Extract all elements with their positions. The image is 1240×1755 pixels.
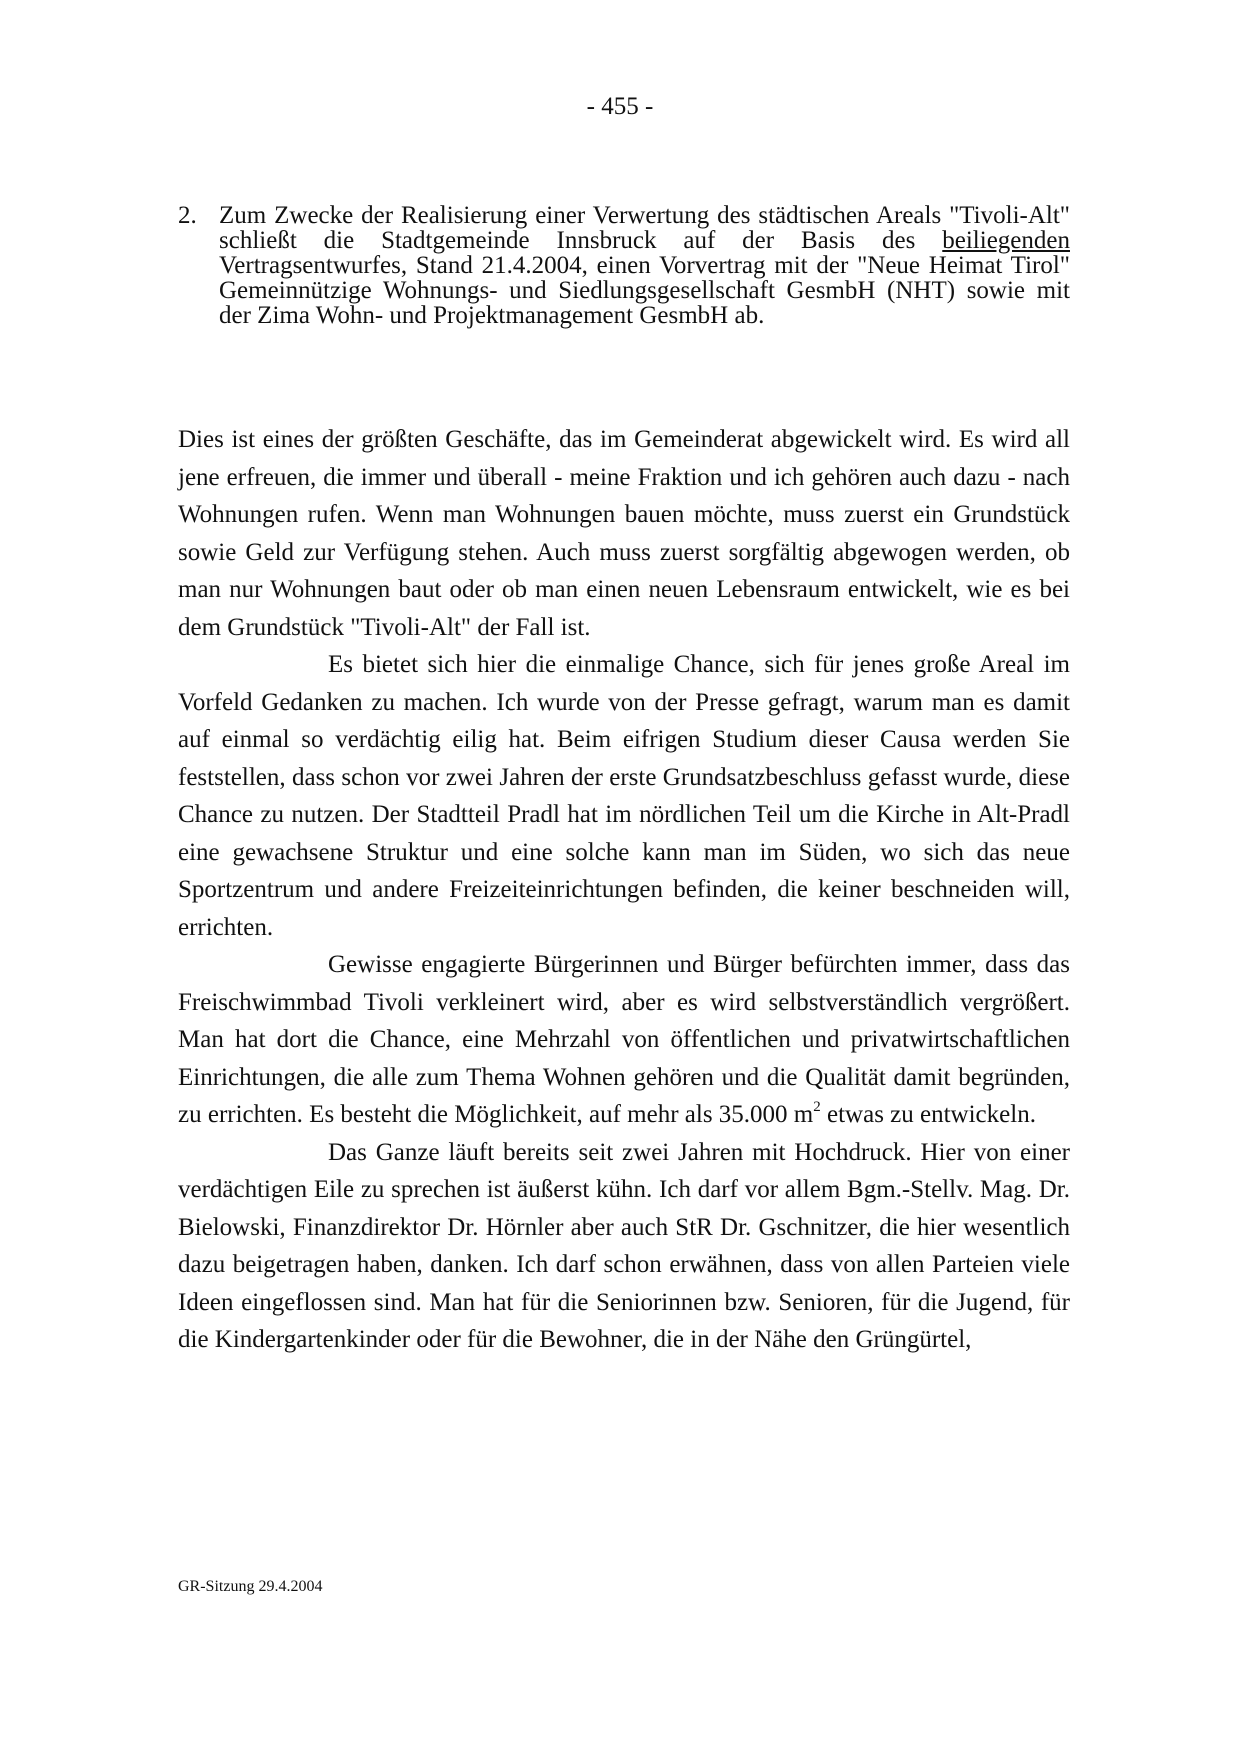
item-text-start: Zum Zwecke der Realisierung einer Verwertung des städtischen Areals "Tivoli-Alt" schließt die Stadtgemeinde Innsbruck auf der Basis des <box>219 202 1070 254</box>
paragraph-1: Dies ist eines der größten Geschäfte, das im Gemeinderat abgewickelt wird. Es wird all jene erfreuen, die immer und überall - meine Fraktion und ich gehören auch dazu - nach Wohnungen rufen. Wenn man Wohnungen bauen möchte, muss zuerst ein Grundstück sowie Geld zur Verfügung stehen. Auch muss zuerst sorgfältig abgewogen werden, ob man nur Wohnungen baut oder ob man einen neuen Lebensraum entwickelt, wie es bei dem Grundstück "Tivoli-Alt" der Fall ist. <box>178 426 1070 641</box>
item-text <box>219 203 1070 328</box>
superscript-square: 2 <box>813 1098 821 1115</box>
item-text-end: Vertragsentwurfes, Stand 21.4.2004, einen Vorvertrag mit der "Neue Heimat Tirol" Gemeinnützige Wohnungs- und Siedlungsgesellschaft GesmbH (NHT) sowie mit der Zima Wohn- und Projektmanagement GesmbH ab. <box>219 252 1070 329</box>
resolution-item <box>178 203 1070 328</box>
item-underlined-word: beiliegenden <box>942 227 1070 254</box>
paragraph-3-text: Gewisse engagierte Bürgerinnen und Bürger befürchten immer, dass das Freischwimmbad Tivoli verkleinert wird, aber es wird selbstverständlich vergrößert. Man hat dort die Chance, eine Mehrzahl von öffentlichen und privatwirtschaftlichen Einrichtungen, die alle zum Thema Wohnen gehören und die Qualität damit begründen, zu errichten. Es besteht die Möglichkeit, auf mehr als 35.000 m <box>178 951 1070 1128</box>
paragraph-3-end: etwas zu entwickeln. <box>820 1101 1036 1128</box>
page-number: - 455 - <box>586 93 654 120</box>
item-number: 2. <box>178 202 197 229</box>
paragraph-2: Es bietet sich hier die einmalige Chance, sich für jenes große Areal im Vorfeld Gedanken zu machen. Ich wurde von der Presse gefragt, warum man es damit auf einmal so verdächtig eilig hat. Beim eifrigen Studium dieser Causa werden Sie feststellen, dass schon vor zwei Jahren der erste Grundsatzbeschluss gefasst wurde, diese Chance zu nutzen. Der Stadtteil Pradl hat im nördlichen Teil um die Kirche in Alt-Pradl eine gewachsene Struktur und eine solche kann man im Süden, wo sich das neue Sportzentrum und andere Freizeiteinrichtungen befinden, die keiner beschneiden will, errichten. <box>178 651 1070 941</box>
paragraph-4: Das Ganze läuft bereits seit zwei Jahren mit Hochdruck. Hier von einer verdächtigen Eile zu sprechen ist äußerst kühn. Ich darf vor allem Bgm.-Stellv. Mag. Dr. Bielowski, Finanzdirektor Dr. Hörnler aber auch StR Dr. Gschnitzer, die hier wesentlich dazu beigetragen haben, danken. Ich darf schon erwähnen, dass von allen Parteien viele Ideen eingeflossen sind. Man hat für die Seniorinnen bzw. Senioren, für die Jugend, für die Kindergartenkinder oder für die Bewohner, die in der Nähe den Grüngürtel, <box>178 1138 1070 1353</box>
speech-body <box>178 421 1070 1359</box>
footer-session: GR-Sitzung 29.4.2004 <box>178 1578 323 1595</box>
paragraph-3 <box>178 946 1070 1134</box>
